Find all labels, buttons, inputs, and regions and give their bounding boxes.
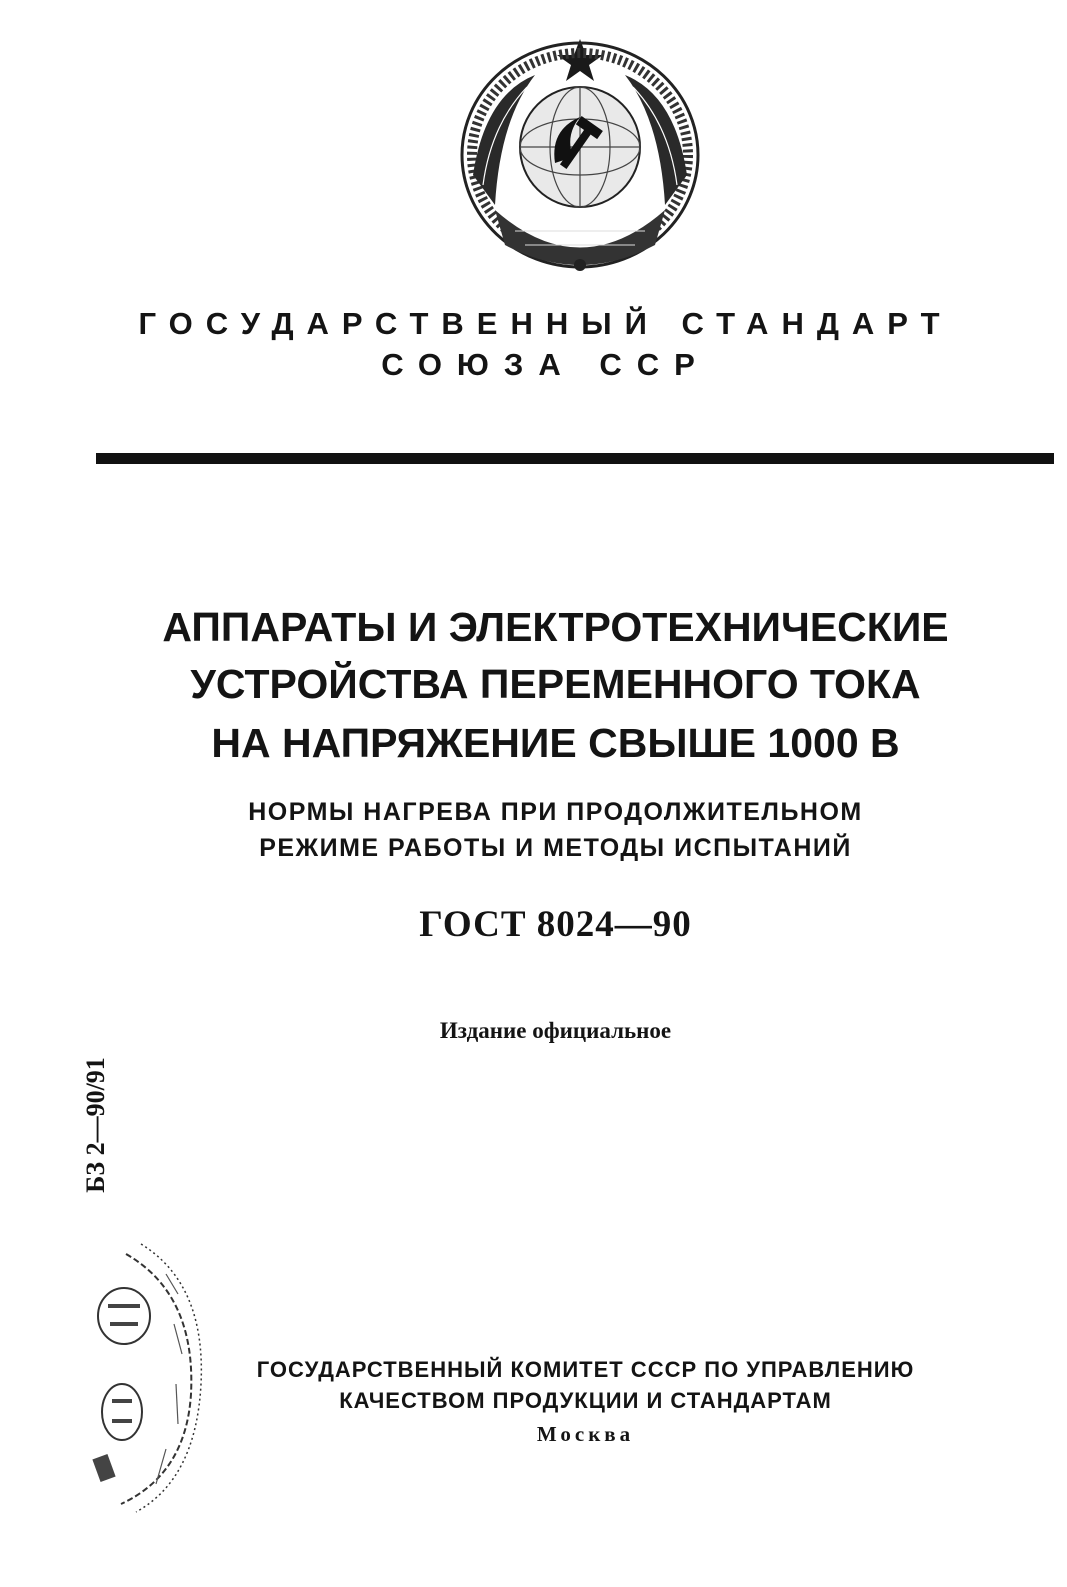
title-line-3: НА НАПРЯЖЕНИЕ СВЫШЕ 1000 В [211,720,900,766]
ussr-emblem-icon [455,35,705,280]
title-line-1: АППАРАТЫ И ЭЛЕКТРОТЕХНИЧЕСКИЕ [162,604,949,650]
header-line-2: СОЮЗА ССР [381,347,710,382]
subtitle-line-1: НОРМЫ НАГРЕВА ПРИ ПРОДОЛЖИТЕЛЬНОМ [248,798,863,826]
footer-line-1: ГОСУДАРСТВЕННЫЙ КОМИТЕТ СССР ПО УПРАВЛЕНИЮ [256,1357,915,1382]
title-line-2: УСТРОЙСТВА ПЕРЕМЕННОГО ТОКА [190,661,921,707]
publisher-city: Москва [536,1422,635,1446]
footer-line-2: КАЧЕСТВОМ ПРОДУКЦИИ И СТАНДАРТАМ [339,1388,832,1413]
standard-number: ГОСТ 8024—90 [419,904,692,945]
horizontal-rule [96,453,1054,464]
edition-label: Издание официальное [439,1018,672,1043]
subtitle-line-2: РЕЖИМЕ РАБОТЫ И МЕТОДЫ ИСПЫТАНИЙ [259,834,852,862]
side-code: БЗ 2—90/91 [81,1057,110,1193]
header-line-1: ГОСУДАРСТВЕННЫЙ СТАНДАРТ [138,306,953,341]
